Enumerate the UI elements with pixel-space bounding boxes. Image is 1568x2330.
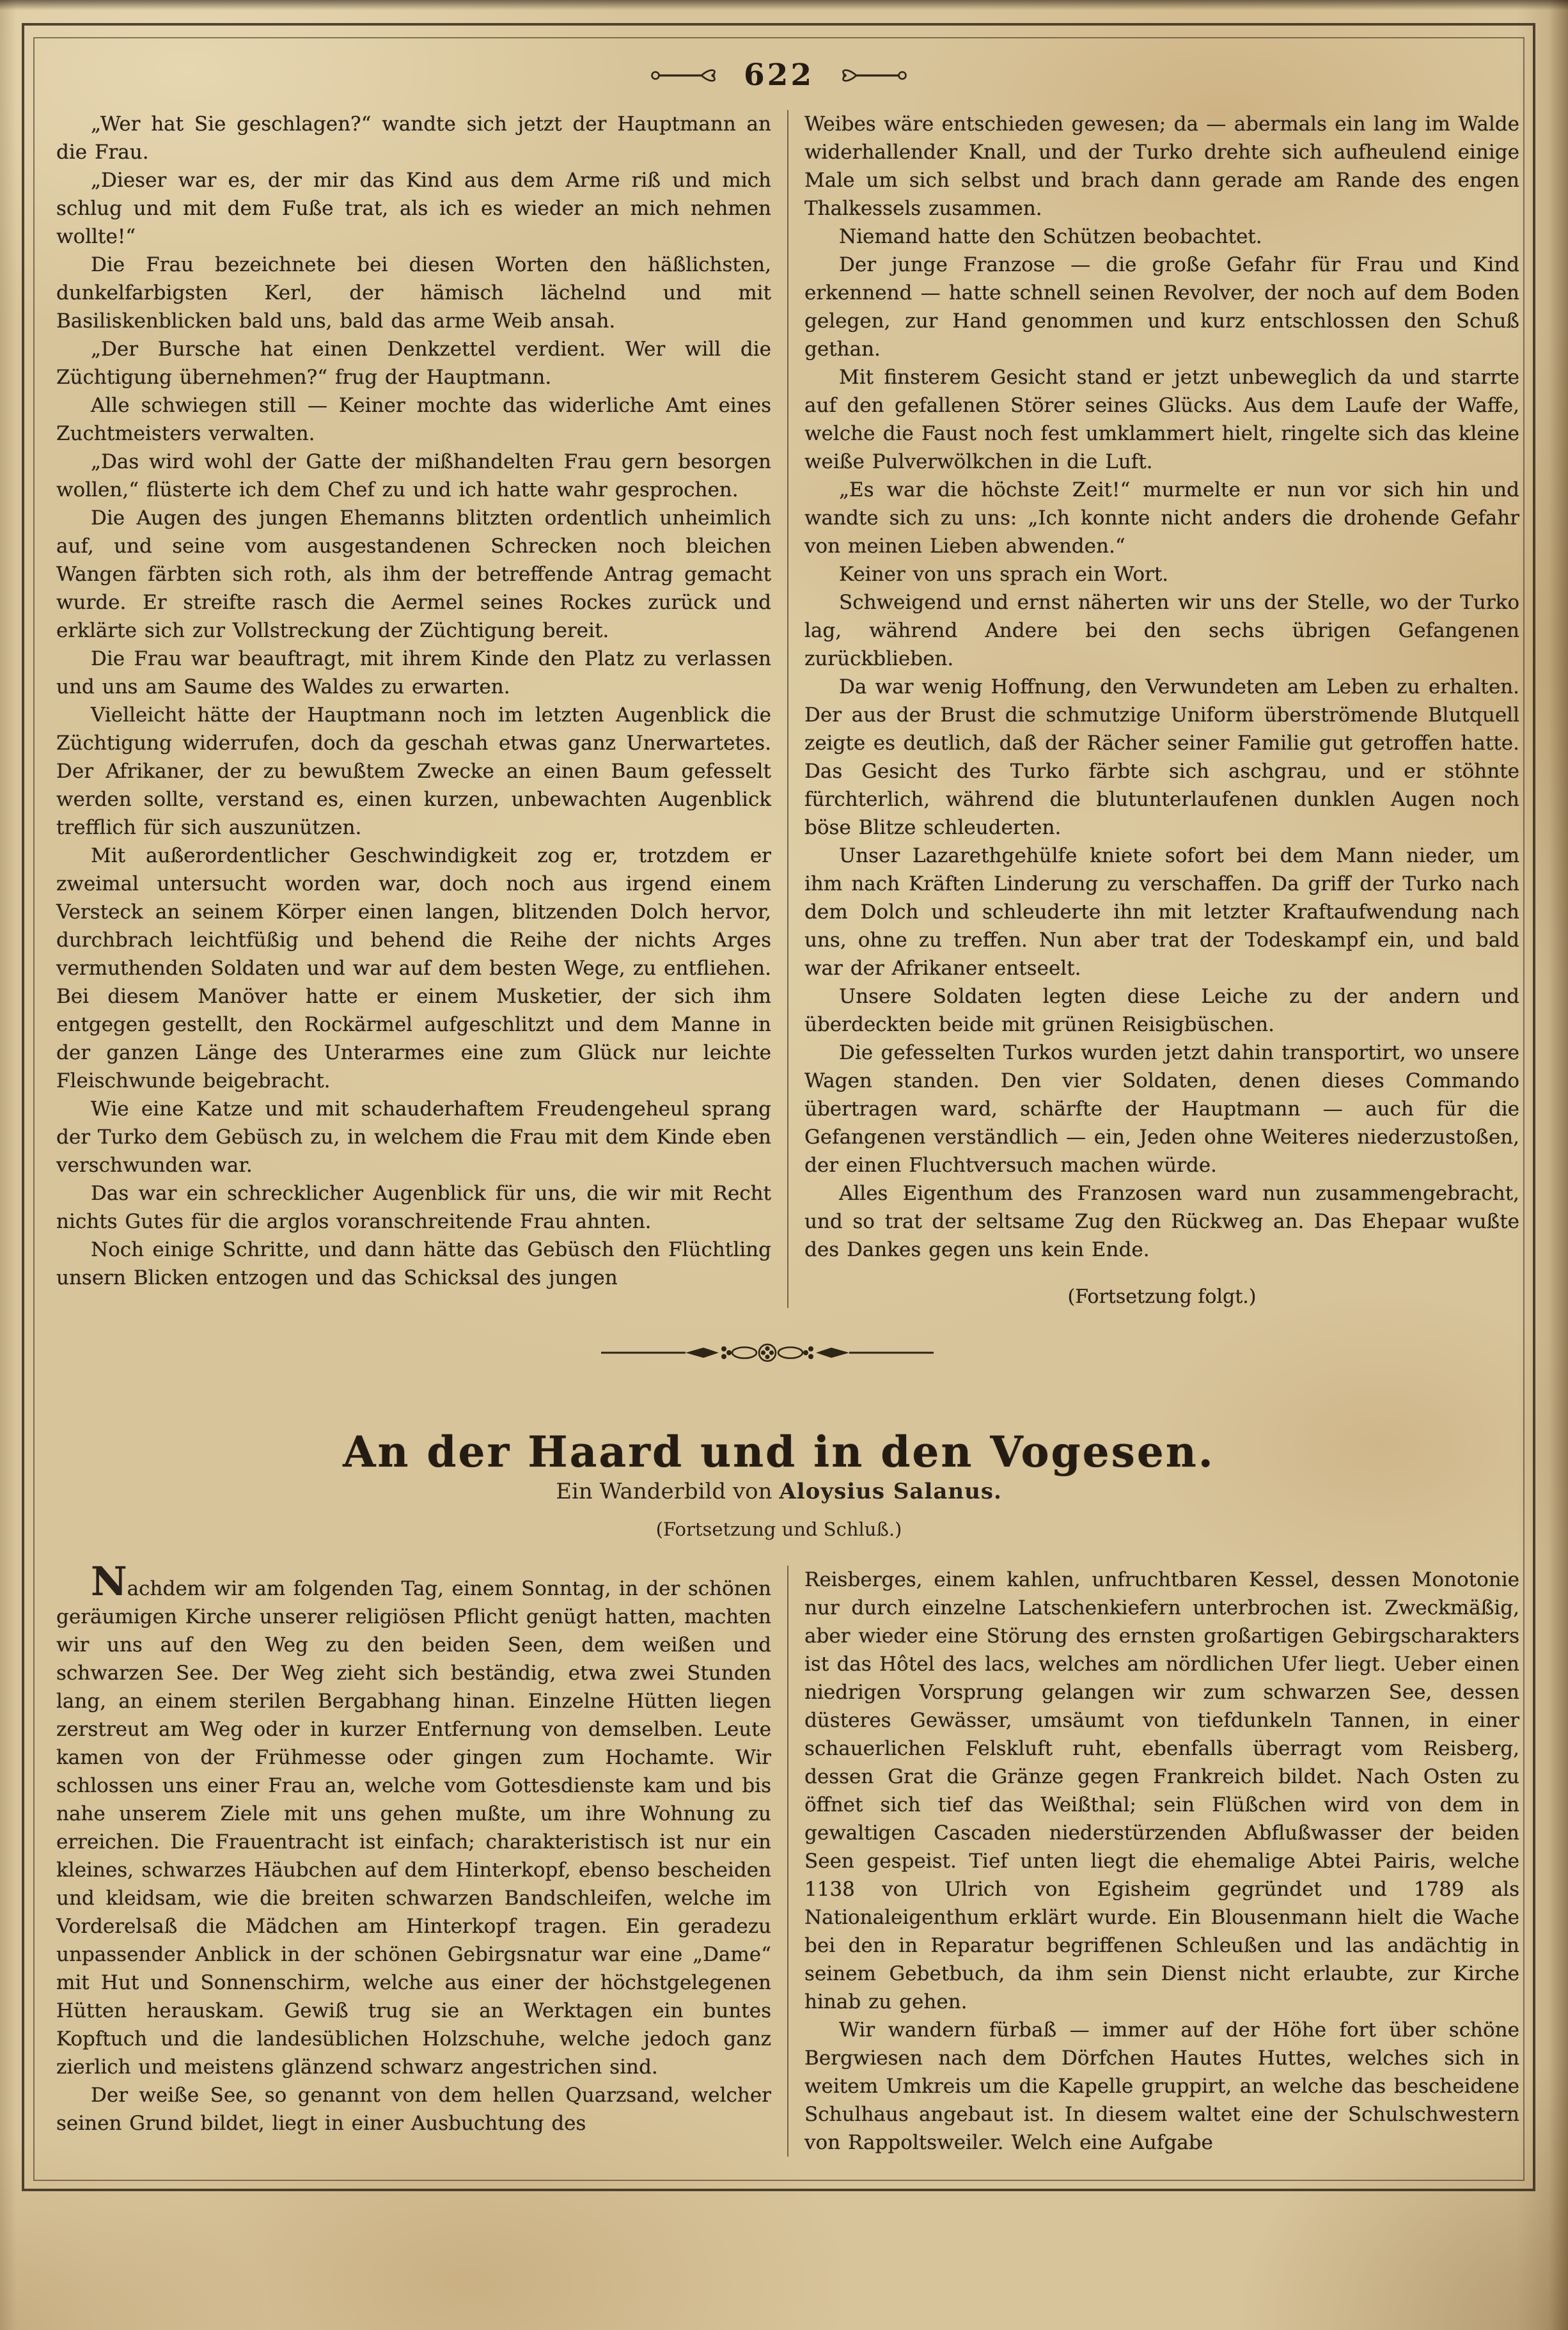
continuation-note: (Fortsetzung folgt.)	[1067, 1286, 1257, 1308]
paragraph: Wir wandern fürbaß — immer auf der Höhe fort über schöne Bergwiesen nach dem Dörfchen Hautes Huttes, welches sich in weitem Umkreis um die Kapelle gruppirt, an welche das bescheidene Schulhaus angebaut ist. In diesem waltet eine der Schulschwestern von Rappoltsweiler. Welch eine Aufgabe	[804, 2019, 1519, 2154]
paragraph: Der junge Franzose — die große Gefahr für Frau und Kind erkennend — hatte schnell seinen Revolver, der noch auf dem Boden gelegen, zur Hand genommen und kurz entschlossen den Schuß gethan.	[804, 253, 1519, 361]
paragraph: Wie eine Katze und mit schauderhaftem Freudengeheul sprang der Turko dem Gebüsch zu, in welchem die Frau mit dem Kinde eben verschwunden war.	[56, 1098, 771, 1177]
column-divider-rule	[787, 110, 788, 1308]
divider-rule-icon	[601, 1341, 934, 1365]
paragraph: „Es war die höchste Zeit!“ murmelte er nun vor sich hin und wandte sich zu uns: „Ich konnte nicht anders die drohende Gefahr von meinen Lieben abwenden.“	[804, 478, 1519, 558]
article1-right-col	[804, 110, 1519, 1308]
article1-columns	[56, 110, 1519, 1308]
paragraph: Unser Lazarethgehülfe kniete sofort bei dem Mann nieder, um ihm nach Kräften Linderung zu verschaffen. Da griff der Turko nach dem Dolch und schleuderte ihn mit letzter Kraftaufwendung nach uns, ohne zu treffen. Nun aber trat der Todeskampf ein, und bald war der Afrikaner entseelt.	[804, 844, 1519, 980]
paragraph: Der weiße See, so genannt von dem hellen Quarzsand, welcher seinen Grund bildet, liegt in einer Ausbuchtung des	[56, 2084, 771, 2135]
article2-continuation-note: (Fortsetzung und Schluß.)	[655, 1518, 902, 1540]
article1-right-col-list	[804, 110, 1519, 1264]
article1-left-col-list	[56, 110, 771, 1292]
article2-byline	[0, 1479, 1558, 1504]
paragraph: Alle schwiegen still — Keiner mochte das widerliche Amt eines Zuchtmeisters verwalten.	[56, 394, 771, 445]
paragraph: Schweigend und ernst näherten wir uns der Stelle, wo der Turko lag, während Andere bei den sechs übrigen Gefangenen zurückblieben.	[804, 591, 1519, 670]
paragraph: Das war ein schrecklicher Augenblick für uns, die wir mit Recht nichts Gutes für die arglos voranschreitende Frau ahnten.	[56, 1182, 771, 1233]
article2-author: Aloysius Salanus.	[779, 1479, 1002, 1504]
paragraph: Da war wenig Hoffnung, den Verwundeten am Leben zu erhalten. Der aus der Brust die schmutzige Uniform überströmende Blutquell zeigte es deutlich, daß der Rächer seiner Familie gut getroffen hatte. Das Gesicht des Turko färbte sich aschgrau, und er stöhnte fürchterlich, während die blutunterlaufenen dunklen Augen noch böse Blitze schleuderten.	[804, 675, 1519, 839]
article2-title: An der Haard und in den Vogesen.	[343, 1427, 1215, 1477]
paragraph: „Wer hat Sie geschlagen?“ wandte sich jetzt der Hauptmann an die Frau.	[56, 113, 771, 164]
paragraph: Die Frau war beauftragt, mit ihrem Kinde den Platz zu verlassen und uns am Saume des Waldes zu erwarten.	[56, 647, 771, 698]
header-ornament-right-icon	[836, 67, 907, 84]
article2-right-col-list	[804, 1566, 1519, 2157]
paragraph: Mit finsterem Gesicht stand er jetzt unbeweglich da und starrte auf den gefallenen Störer seines Glücks. Aus dem Laufe der Waffe, welche die Faust noch fest umklammert hielt, ringelte sich das kleine weiße Pulverwölkchen in die Luft.	[804, 366, 1519, 473]
article1-left-col	[56, 110, 771, 1308]
paragraph: „Dieser war es, der mir das Kind aus dem Arme riß und mich schlug und mit dem Fuße trat, als ich es wieder an mich nehmen wollte!“	[56, 169, 771, 248]
page-header	[0, 58, 1558, 93]
paragraph: Die Augen des jungen Ehemanns blitzten ordentlich unheimlich auf, und seine vom ausgestandenen Schrecken noch bleichen Wangen färbten sich roth, als ihm der betreffende Antrag gemacht wurde. Er streifte rasch die Aermel seines Rockes zurück und erklärte sich zur Vollstreckung der Züchtigung bereit.	[56, 507, 771, 642]
page-number: 622	[743, 58, 815, 93]
paragraph: Reisberges, einem kahlen, unfruchtbaren Kessel, dessen Monotonie nur durch einzelne Latschenkiefern unterbrochen ist. Zweckmäßig, aber wieder eine Störung des ernsten großartigen Gebirgscharakters ist das Hôtel des lacs, welches am nördlichen Ufer liegt. Ueber einen niedrigen Vorsprung gelangen wir zum schwarzen See, dessen düsteres Gewässer, umsäumt von tiefdunkeln Tannen, in einer schauerlichen Felskluft ruht, ebenfalls überragt vom Reisberg, dessen Grat die Gränze gegen Frankreich bildet. Nach Osten zu öffnet sich tief das Weißthal; sein Flüßchen wird von dem in gewaltigen Cascaden niederstürzenden Abflußwasser der beiden Seen gespeist. Tief unten liegt die ehemalige Abtei Pairis, welche 1138 von Ulrich von Egisheim gegründet und 1789 als Nationaleigenthum erklärt wurde. Ein Blousenmann hielt die Wache bei den in Reparatur begriffenen Schleußen und las andächtig in seinem Gebetbuch, da ihm sein Dienst nicht erlaubte, zur Kirche hinab zu gehen.	[804, 1568, 1519, 2013]
article2-right-col	[804, 1566, 1519, 2157]
paragraph: „Der Bursche hat einen Denkzettel verdient. Wer will die Züchtigung übernehmen?“ frug der Hauptmann.	[56, 338, 771, 389]
paragraph: „Das wird wohl der Gatte der mißhandelten Frau gern besorgen wollen,“ flüsterte ich dem Chef zu und ich hatte wahr gesprochen.	[56, 450, 771, 501]
article2-left-col-list	[56, 1558, 771, 2137]
column-divider-rule-2	[787, 1566, 788, 2157]
paragraph: Noch einige Schritte, und dann hätte das Gebüsch den Flüchtling unsern Blicken entzogen und das Schicksal des jungen	[56, 1238, 771, 1289]
paragraph: Vielleicht hätte der Hauptmann noch im letzten Augenblick die Züchtigung widerrufen, doch da geschah etwas ganz Unerwartetes. Der Afrikaner, der zu bewußtem Zwecke an einen Baum gefesselt werden sollte, verstand es, einen kurzen, unbewachten Augenblick trefflich für sich auszunützen.	[56, 704, 771, 839]
paragraph: Die gefesselten Turkos wurden jetzt dahin transportirt, wo unsere Wagen standen. Den vier Soldaten, denen dieses Commando übertragen ward, schärfte der Hauptmann — auch für die Gefangenen verständlich — ein, Jeden ohne Weiteres niederzustoßen, der einen Fluchtversuch machen würde.	[804, 1041, 1519, 1177]
paragraph: Keiner von uns sprach ein Wort.	[839, 563, 1169, 586]
article2-columns	[56, 1558, 1519, 2157]
paragraph: Die Frau bezeichnete bei diesen Worten den häßlichsten, dunkelfarbigsten Kerl, der hämisch lächelnd und mit Basiliskenblicken bald uns, bald das arme Weib ansah.	[56, 253, 771, 333]
paragraph: Niemand hatte den Schützen beobachtet.	[839, 225, 1262, 248]
header-ornament-left-icon	[650, 67, 722, 84]
byline-prefix: Ein Wanderbild von	[556, 1479, 780, 1504]
paragraph: Alles Eigenthum des Franzosen ward nun zusammengebracht, und so trat der seltsame Zug den Rückweg an. Das Ehepaar wußte des Dankes gegen uns kein Ende.	[804, 1182, 1519, 1261]
paragraph: Weibes wäre entschieden gewesen; da — abermals ein lang im Walde widerhallender Knall, und der Turko drehte sich aufheulend einige Male um sich selbst und brach dann gerade am Rande des engen Thalkessels zusammen.	[804, 113, 1519, 220]
article2-left-col	[56, 1558, 771, 2157]
paragraph: Nachdem wir am folgenden Tag, einem Sonntag, in der schönen geräumigen Kirche unserer religiösen Pflicht genügt hatten, machten wir uns auf den Weg zu den beiden Seen, dem weißen und schwarzen See. Der Weg zieht sich beständig, etwa zwei Stunden lang, an einem sterilen Bergabhang hinan. Einzelne Hütten liegen zerstreut am Weg oder in kurzer Entfernung von demselben. Leute kamen von der Frühmesse oder gingen zum Hochamte. Wir schlossen uns einer Frau an, welche vom Gottesdienste kam und bis nahe unserem Ziele mit uns gehen mußte, um ihre Wohnung zu erreichen. Die Frauentracht ist einfach; charakteristisch ist nur ein kleines, schwarzes Häubchen auf dem Hinterkopf, ebenso bescheiden und kleidsam, wie die breiten schwarzen Bandschleifen, welche im Vorderelsaß die Mädchen am Hinterkopf tragen. Ein geradezu unpassender Anblick in der schönen Gebirgsnatur war eine „Dame“ mit Hut und Sonnenschirm, welche aus einer der höchstgelegenen Hütten herauskam. Gewiß trug sie an Werktagen ein buntes Kopftuch und die landesüblichen Holzschuhe, welche jedoch ganz zierlich und meistens glänzend schwarz angestrichen sind.	[56, 1558, 771, 2079]
paragraph: Mit außerordentlicher Geschwindigkeit zog er, trotzdem er zweimal untersucht worden war, doch noch aus irgend einem Versteck an seinem Körper einen langen, blitzenden Dolch hervor, durchbrach leichtfüßig und behend die Reihe der nichts Arges vermuthenden Soldaten und war auf dem besten Wege, zu entfliehen. Bei diesem Manöver hatte er einem Musketier, der sich ihm entgegen gestellt, den Rockärmel aufgeschlitzt und dem Manne in der ganzen Länge des Unterarmes eine zum Glück nur leichte Fleischwunde beigebracht.	[56, 844, 771, 1092]
paragraph: Unsere Soldaten legten diese Leiche zu der andern und überdeckten beide mit grünen Reisigbüschen.	[804, 985, 1519, 1036]
section-divider-ornament	[0, 1341, 1535, 1367]
